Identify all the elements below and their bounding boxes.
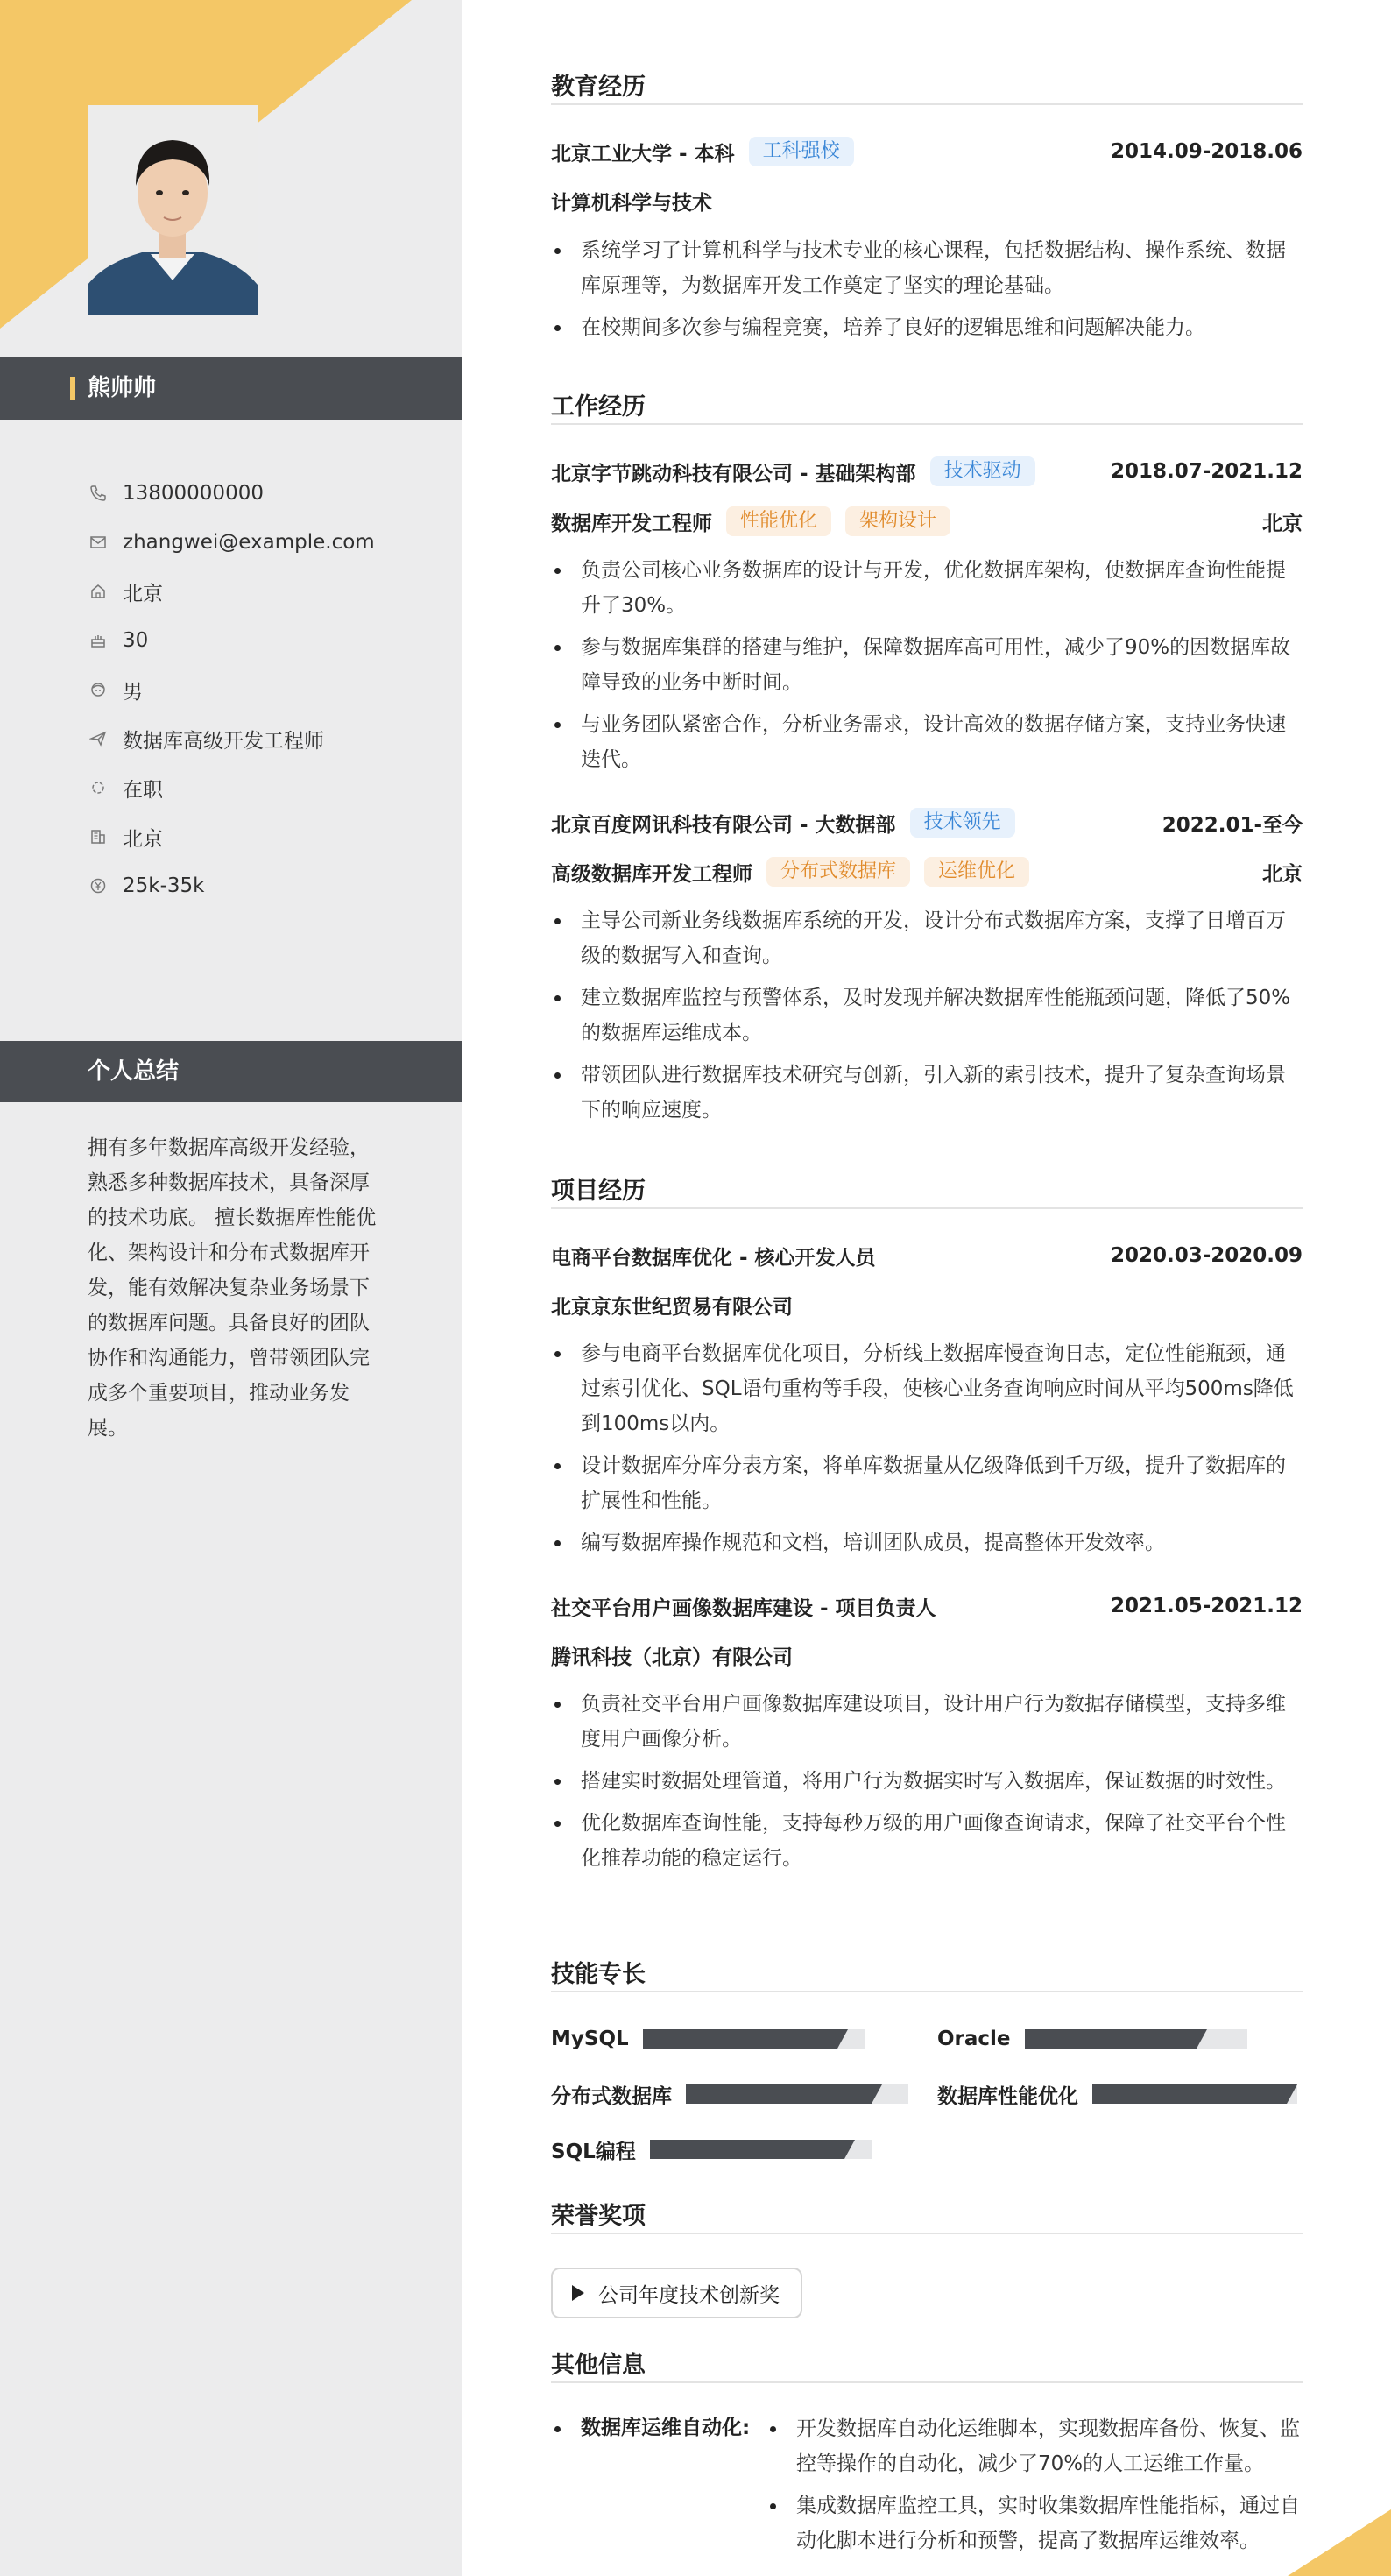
info-text: 25k-35k [123, 874, 205, 897]
skill-bar [650, 2140, 872, 2159]
role-tag: 运维优化 [924, 857, 1029, 887]
section-title: 其他信息 [551, 2348, 1303, 2383]
section-title: 教育经历 [551, 70, 1303, 105]
work-section [551, 390, 1303, 425]
list-item: 负责社交平台用户画像数据库建设项目，设计用户行为数据存储模型，支持多维度用户画像分析。 [551, 1687, 1303, 1757]
skill-fill [686, 2084, 872, 2104]
skills-section [551, 1957, 1303, 1992]
list-item: 系统学习了计算机科学与技术专业的核心课程，包括数据结构、操作系统、数据库原理等，为数据库开发工作奠定了坚实的理论基础。 [551, 233, 1303, 303]
skill-name: MySQL [551, 2028, 629, 2050]
project-bullets [551, 1687, 1303, 1883]
info-text: 北京 [123, 827, 163, 851]
job-city: 北京 [1262, 862, 1303, 886]
list-item: 编写数据库操作规范和文档，培训团队成员，提高整体开发效率。 [551, 1525, 1303, 1560]
info-location [88, 567, 438, 616]
corner-decoration [1288, 2509, 1391, 2576]
projects-section [551, 1174, 1303, 1209]
school-tag: 工科强校 [749, 137, 854, 166]
candidate-name: 熊帅帅 [88, 375, 157, 401]
project-name: 社交平台用户画像数据库建设 - 项目负责人 [551, 1596, 936, 1620]
sidebar [0, 0, 462, 2576]
list-item: 带领团队进行数据库技术研究与创新，引入新的索引技术，提升了复杂查询场景下的响应速度。 [551, 1058, 1303, 1128]
info-salary [88, 861, 438, 910]
list-item: 负责公司核心业务数据库的设计与开发，优化数据库架构，使数据库查询性能提升了30%。 [551, 553, 1303, 623]
education-period: 2014.09-2018.06 [1110, 140, 1303, 163]
skill-fill [1025, 2029, 1197, 2049]
section-title: 荣誉奖项 [551, 2199, 1303, 2234]
job-role: 高级数据库开发工程师 [551, 862, 752, 886]
skill-name: 分布式数据库 [551, 2084, 672, 2108]
cake-icon [88, 630, 109, 651]
award-label: 公司年度技术创新奖 [598, 2283, 780, 2307]
contact-info-list [88, 469, 438, 910]
list-item: 主导公司新业务线数据库系统的开发，设计分布式数据库方案，支撑了日增百万级的数据写入和查询。 [551, 903, 1303, 973]
major: 计算机科学与技术 [551, 191, 712, 215]
other-key: 数据库运维自动化: [551, 2411, 750, 2440]
list-item: 搭建实时数据处理管道，将用户行为数据实时写入数据库，保证数据的时效性。 [551, 1764, 1303, 1799]
info-age [88, 616, 438, 665]
list-item: 在校期间多次参与编程竞赛，培养了良好的逻辑思维和问题解决能力。 [551, 310, 1303, 345]
list-item: 设计数据库分库分表方案，将单库数据量从亿级降低到千万级，提升了数据库的扩展性和性能。 [551, 1448, 1303, 1518]
other-bullets [766, 2411, 1303, 2565]
info-text: 在职 [123, 778, 163, 802]
job-city: 北京 [1262, 512, 1303, 535]
summary-text: 拥有多年数据库高级开发经验，熟悉多种数据库技术，具备深厚的技术功底。 擅长数据库性能优化、架构设计和分布式数据库开发，能有效解决复杂业务场景下的数据库问题。具备良好的团队协作和沟通能力，曾带领团队完成多个重要项目，推动业务发展。 [88, 1136, 377, 1440]
education-header [551, 134, 1303, 169]
send-icon [88, 728, 109, 749]
skill-bar [1025, 2029, 1247, 2049]
info-text: zhangwei@example.com [123, 531, 375, 554]
role-tag: 架构设计 [845, 506, 950, 536]
info-text: 30 [123, 629, 149, 652]
info-status [88, 763, 438, 812]
other-section [551, 2348, 1303, 2383]
project-org: 北京京东世纪贸易有限公司 [551, 1295, 793, 1319]
job-period: 2022.01-至今 [1162, 813, 1303, 837]
school-name: 北京工业大学 - 本科 [551, 142, 735, 166]
info-text: 男 [123, 680, 143, 704]
job-role: 数据库开发工程师 [551, 512, 712, 535]
job-header [551, 805, 1303, 840]
list-item: 开发数据库自动化运维脚本，实现数据库备份、恢复、监控等操作的自动化，减少了70%的人工运维工作量。 [766, 2411, 1303, 2481]
job-role-row [551, 504, 1303, 539]
project-bullets [551, 1336, 1303, 1568]
info-city [88, 812, 438, 861]
job-header [551, 454, 1303, 489]
project-period: 2020.03-2020.09 [1110, 1244, 1303, 1267]
project-org-row [551, 1287, 1303, 1322]
mail-icon [88, 532, 109, 553]
company-tag: 技术驱动 [930, 456, 1035, 486]
name-bar [0, 357, 462, 420]
list-item: 参与电商平台数据库优化项目，分析线上数据库慢查询日志，定位性能瓶颈，通过索引优化、SQL语句重构等手段，使核心业务查询响应时间从平均500ms降低到100ms以内。 [551, 1336, 1303, 1441]
skill-fill [1092, 2084, 1287, 2104]
list-item: 参与数据库集群的搭建与维护，保障数据库高可用性，减少了90%的因数据库故障导致的业务中断时间。 [551, 630, 1303, 700]
skill-item [937, 2077, 1297, 2112]
building-icon [88, 826, 109, 847]
job-role-row [551, 854, 1303, 889]
name-accent [70, 377, 75, 400]
info-text: 北京 [123, 582, 163, 605]
role-tag: 分布式数据库 [766, 857, 910, 887]
section-title: 技能专长 [551, 1957, 1303, 1992]
company-tag: 技术领先 [910, 808, 1015, 838]
profile-photo [88, 105, 258, 315]
award-item[interactable] [551, 2268, 802, 2318]
list-item: 优化数据库查询性能，支持每秒万级的用户画像查询请求，保障了社交平台个性化推荐功能的稳定运行。 [551, 1806, 1303, 1876]
info-position [88, 714, 438, 763]
summary-header [0, 1041, 462, 1102]
education-section [551, 70, 1303, 105]
project-name: 电商平台数据库优化 - 核心开发人员 [551, 1246, 876, 1270]
play-triangle-icon [572, 2285, 584, 2301]
info-phone [88, 469, 438, 518]
list-item: 集成数据库监控工具，实时收集数据库性能指标，通过自动化脚本进行分析和预警，提高了数据库运维效率。 [766, 2488, 1303, 2558]
project-header [551, 1238, 1303, 1273]
phone-icon [88, 483, 109, 504]
summary-title: 个人总结 [88, 1058, 180, 1085]
section-title: 项目经历 [551, 1174, 1303, 1209]
awards-section [551, 2199, 1303, 2234]
list-item: 与业务团队紧密合作，分析业务需求，设计高效的数据存储方案，支持业务快速迭代。 [551, 707, 1303, 777]
skill-name: Oracle [937, 2028, 1011, 2050]
project-header [551, 1589, 1303, 1624]
project-period: 2021.05-2021.12 [1110, 1595, 1303, 1617]
info-text: 数据库高级开发工程师 [123, 729, 324, 753]
skill-item [937, 2021, 1247, 2056]
section-title: 工作经历 [551, 390, 1303, 425]
info-email [88, 518, 438, 567]
skill-fill [650, 2140, 844, 2159]
skill-item [551, 2077, 908, 2112]
education-major-row [551, 183, 1303, 218]
gender-icon [88, 679, 109, 700]
skill-bar [643, 2029, 865, 2049]
job-period: 2018.07-2021.12 [1110, 460, 1303, 483]
skill-name: SQL编程 [551, 2140, 636, 2163]
education-bullets [551, 233, 1303, 352]
company-name: 北京百度网讯科技有限公司 - 大数据部 [551, 813, 896, 837]
company-name: 北京字节跳动科技有限公司 - 基础架构部 [551, 462, 916, 485]
list-item: 建立数据库监控与预警体系，及时发现并解决数据库性能瓶颈问题，降低了50%的数据库运维成本。 [551, 980, 1303, 1051]
role-tag: 性能优化 [726, 506, 831, 536]
project-org: 腾讯科技（北京）有限公司 [551, 1645, 793, 1669]
project-org-row [551, 1638, 1303, 1673]
status-icon [88, 777, 109, 798]
skill-fill [643, 2029, 837, 2049]
skill-bar [1092, 2084, 1297, 2104]
skill-item [551, 2021, 865, 2056]
job-bullets [551, 553, 1303, 784]
job-bullets [551, 903, 1303, 1135]
home-icon [88, 581, 109, 602]
yen-icon [88, 875, 109, 896]
info-text: 13800000000 [123, 482, 264, 505]
skill-item [551, 2132, 872, 2167]
skill-name: 数据库性能优化 [937, 2084, 1078, 2108]
skill-bar [686, 2084, 908, 2104]
info-gender [88, 665, 438, 714]
